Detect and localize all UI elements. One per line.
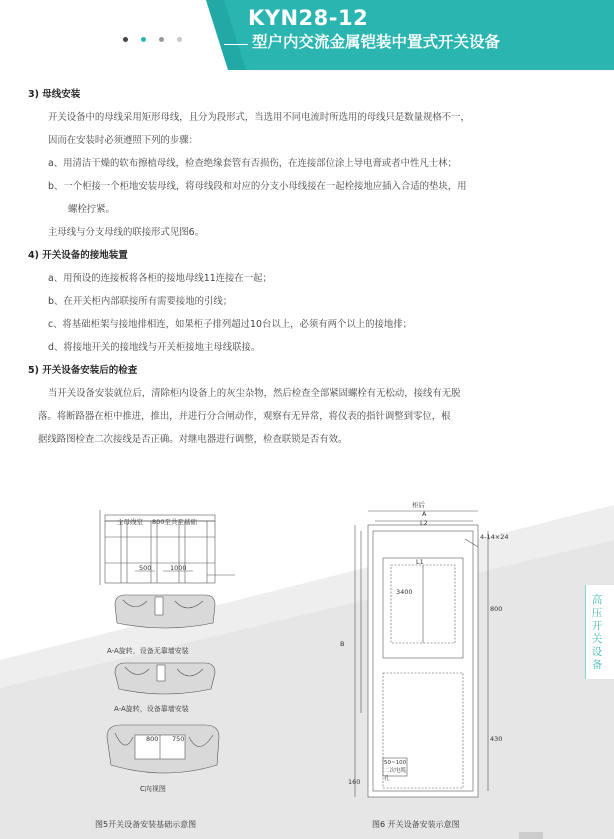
figure5-dim-label: 1000 — [170, 564, 187, 572]
list-item: a、用清洁干燥的软布擦植母线，检查绝缘套管有否损伤，在连接部位涂上导电膏或者中性凡士林； — [48, 158, 457, 169]
dot-2 — [141, 37, 146, 42]
figure5-dim-label: 750 — [172, 735, 185, 743]
figure6-dim-A: A — [422, 510, 427, 518]
figure6-caption: 图6 开关设备安装示意图 — [372, 820, 460, 829]
header-model: KYN28-12 — [248, 6, 369, 30]
figure5-dim-label: 800 — [146, 735, 159, 743]
header-subtitle: 型户内交流金属铠装中置式开关设备 — [252, 33, 501, 51]
section-heading: 4) 开关设备的接地装置 — [28, 250, 128, 261]
figure5-top-label: 800至共至基础 — [152, 518, 197, 526]
list-item: b、一个柜接一个柜地安装母线，将母线段和对应的分支小母线接在一起栓接地应插入合适的垫块，用 — [48, 181, 467, 192]
page-corner-mark — [519, 832, 543, 839]
figure5-top-label: 主母线室 — [117, 518, 143, 526]
figure6-dim-bolt: 4-14×24 — [480, 533, 509, 541]
figure6-dim-label: 800 — [490, 605, 503, 613]
note-text: 主母线与分支母线的联接形式见图6。 — [48, 227, 204, 238]
list-item: a、用预设的连接板将各柜的接地母线11连接在一起； — [48, 273, 272, 284]
header-divider — [224, 44, 248, 45]
figure6-dim-label: 430 — [490, 735, 503, 743]
paragraph: 当开关设备安装就位后，清除柜内设备上的灰尘杂物，然后检查全部紧固螺栓有无松动，接线有无脱 — [48, 388, 461, 399]
figure6-dim-label: 3400 — [396, 588, 413, 596]
figure6-dim-L1: L1 — [416, 558, 424, 566]
figure5-dim-label: 500 — [139, 564, 152, 572]
figure6-dim-label: 160 — [348, 778, 361, 786]
figure6-dim-L2: L2 — [420, 519, 428, 527]
paragraph: 据线路图检查二次接线是否正确。对继电器进行调整，检查联锁是否有效。 — [38, 434, 348, 445]
list-item: b、在开关柜内部联接所有需要接地的引线； — [48, 296, 233, 307]
dot-1 — [123, 37, 128, 42]
dot-3 — [159, 37, 164, 42]
figure5-section-label: A-A旋转，设备无靠墙安装 — [107, 647, 189, 655]
side-tab-border — [585, 585, 586, 679]
figure5-caption: 图5开关设备安装基础示意图 — [95, 820, 197, 829]
figure6-top-label: 柜后 — [412, 501, 425, 509]
figure5-section-label: C向视图 — [140, 785, 166, 793]
figure5-section-label: A-A旋转，设备靠墙安装 — [114, 705, 189, 713]
paragraph: 落。将断路器在柜中推进，推出，并进行分合闸动作，观察有无异常，将仪表的指针调整到零位，根 — [38, 411, 451, 422]
figure6-dim-B: B — [340, 640, 345, 648]
section-heading: 3) 母线安装 — [28, 89, 81, 100]
paragraph: 因而在安装时必须遵照下列的步骤： — [48, 135, 199, 146]
figure6-drawing — [333, 503, 508, 808]
list-item-continued: 螺栓拧紧。 — [68, 204, 115, 215]
section-heading: 5) 开关设备安装后的检查 — [28, 365, 138, 376]
side-tab-label: 高压开关设备 — [591, 594, 603, 671]
figure6-note: 50~100 二次电缆孔 — [384, 760, 407, 782]
dot-4 — [177, 37, 182, 42]
list-item: c、将基础柜架与接地排相连，如果柜子排列超过10台以上，必须有两个以上的接地排； — [48, 319, 412, 330]
paragraph: 开关设备中的母线采用矩形母线，且分为段形式，当选用不同电流时所选用的母线只是数量规格不一， — [48, 112, 470, 123]
document-body — [28, 88, 588, 451]
list-item: d、将接地开关的接地线与开关柜接地主母线联接。 — [48, 342, 261, 353]
